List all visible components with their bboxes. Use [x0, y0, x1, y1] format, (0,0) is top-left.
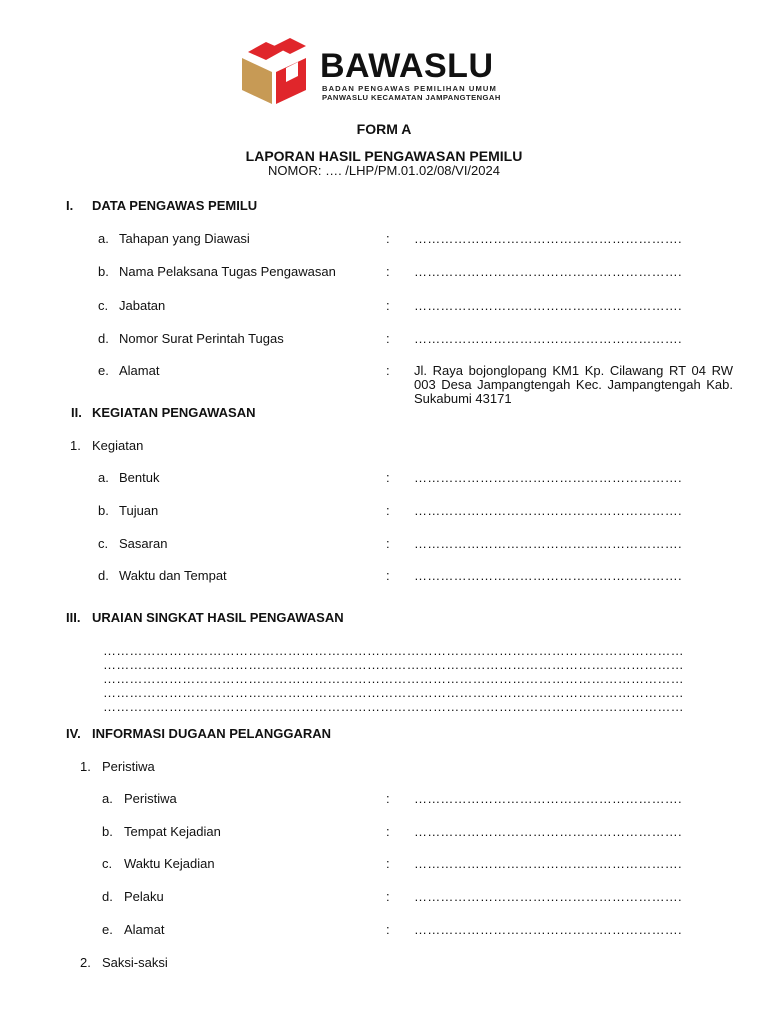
- summary-line: ……………………………………………………………………………………………………………………: [103, 700, 684, 713]
- form-row: [0, 363, 400, 378]
- subsection-title: Kegiatan: [92, 438, 144, 453]
- form-row: [0, 298, 768, 313]
- subsection-title: Saksi-saksi: [102, 955, 168, 970]
- item-label: Sasaran: [119, 536, 168, 551]
- logo-subtitle: BADAN PENGAWAS PEMILIHAN UMUM: [322, 84, 497, 93]
- summary-line: ……………………………………………………………………………………………………………………: [103, 644, 684, 657]
- colon: :: [386, 824, 390, 839]
- colon: :: [386, 922, 390, 937]
- section-4-number: IV.: [66, 726, 81, 741]
- colon: :: [386, 298, 390, 313]
- report-number: NOMOR: …. /LHP/PM.01.02/08/VI/2024: [268, 163, 500, 178]
- form-row: [0, 922, 768, 937]
- fill-blank: …………………………………………………….: [414, 331, 682, 346]
- item-label: Bentuk: [119, 470, 160, 485]
- form-row: [0, 264, 768, 279]
- section-1-title: DATA PENGAWAS PEMILU: [92, 198, 258, 213]
- fill-blank: …………………………………………………….: [414, 568, 682, 583]
- subsection-number: 2.: [80, 955, 91, 970]
- subsection-title: Peristiwa: [102, 759, 155, 774]
- section-4-title: INFORMASI DUGAAN PELANGGARAN: [92, 726, 332, 741]
- form-row: [0, 791, 768, 806]
- item-letter: b.: [102, 824, 113, 839]
- fill-blank: …………………………………………………….: [414, 889, 682, 904]
- section-2-title: KEGIATAN PENGAWASAN: [92, 405, 256, 420]
- colon: :: [386, 470, 390, 485]
- colon: :: [386, 856, 390, 871]
- fill-blank: …………………………………………………….: [414, 536, 682, 551]
- fill-blank: …………………………………………………….: [414, 231, 682, 246]
- fill-blank: …………………………………………………….: [414, 922, 682, 937]
- form-row: [0, 503, 768, 518]
- item-letter: e.: [102, 922, 113, 937]
- form-row: [0, 231, 768, 246]
- summary-line: ……………………………………………………………………………………………………………………: [103, 672, 684, 685]
- form-row: [0, 536, 768, 551]
- summary-line: ……………………………………………………………………………………………………………………: [103, 686, 684, 699]
- colon: :: [386, 264, 390, 279]
- colon: :: [386, 231, 390, 246]
- item-label: Tahapan yang Diawasi: [119, 231, 250, 246]
- item-letter: e.: [98, 363, 109, 378]
- logo-subtitle-office: PANWASLU KECAMATAN JAMPANGTENGAH: [322, 93, 501, 102]
- item-label: Alamat: [119, 363, 160, 378]
- item-label: Tempat Kejadian: [124, 824, 221, 839]
- form-row: [0, 568, 768, 583]
- fill-blank: …………………………………………………….: [414, 791, 682, 806]
- colon: :: [386, 791, 390, 806]
- colon: :: [386, 568, 390, 583]
- item-letter: b.: [98, 503, 109, 518]
- fill-blank: …………………………………………………….: [414, 856, 682, 871]
- fill-blank: …………………………………………………….: [414, 264, 682, 279]
- item-label: Nomor Surat Perintah Tugas: [119, 331, 284, 346]
- item-letter: d.: [102, 889, 113, 904]
- colon: :: [386, 331, 390, 346]
- item-letter: a.: [102, 791, 113, 806]
- subsection-number: 1.: [70, 438, 81, 453]
- form-row: [0, 889, 768, 904]
- form-row: [0, 331, 768, 346]
- colon: :: [386, 889, 390, 904]
- fill-blank: …………………………………………………….: [414, 824, 682, 839]
- item-label: Alamat: [124, 922, 165, 937]
- logo-wordmark: BAWASLU: [320, 47, 494, 85]
- form-row: [0, 470, 768, 485]
- form-title: FORM A: [356, 121, 412, 137]
- bawaslu-logo-icon: [238, 36, 310, 108]
- form-row: [0, 824, 768, 839]
- item-letter: d.: [98, 568, 109, 583]
- form-row: [0, 856, 768, 871]
- item-label: Peristiwa: [124, 791, 177, 806]
- item-label: Pelaku: [124, 889, 164, 904]
- section-1-number: I.: [66, 198, 74, 213]
- item-letter: c.: [102, 856, 113, 871]
- subsection-number: 1.: [80, 759, 91, 774]
- item-label: Waktu dan Tempat: [119, 568, 227, 583]
- section-2-number: II.: [71, 405, 82, 420]
- section-3-title: URAIAN SINGKAT HASIL PENGAWASAN: [92, 610, 344, 625]
- address-value: Jl. Raya bojonglopang KM1 Kp. Cilawang RT 04 RW 003 Desa Jampangtengah Kec. Jampangtengah Kab. Sukabumi 43171: [414, 363, 733, 406]
- item-letter: a.: [98, 231, 109, 246]
- colon: :: [386, 503, 390, 518]
- item-label: Waktu Kejadian: [124, 856, 215, 871]
- item-label: Jabatan: [119, 298, 166, 313]
- fill-blank: …………………………………………………….: [414, 470, 682, 485]
- section-3-number: III.: [66, 610, 81, 625]
- fill-blank: …………………………………………………….: [414, 298, 682, 313]
- colon: :: [386, 363, 390, 378]
- colon: :: [386, 536, 390, 551]
- item-label: Nama Pelaksana Tugas Pengawasan: [119, 264, 336, 279]
- item-letter: b.: [98, 264, 109, 279]
- item-letter: c.: [98, 536, 109, 551]
- item-letter: d.: [98, 331, 109, 346]
- item-letter: c.: [98, 298, 109, 313]
- item-letter: a.: [98, 470, 109, 485]
- item-label: Tujuan: [119, 503, 159, 518]
- fill-blank: …………………………………………………….: [414, 503, 682, 518]
- summary-line: ……………………………………………………………………………………………………………………: [103, 658, 684, 671]
- report-title: LAPORAN HASIL PENGAWASAN PEMILU: [245, 148, 523, 164]
